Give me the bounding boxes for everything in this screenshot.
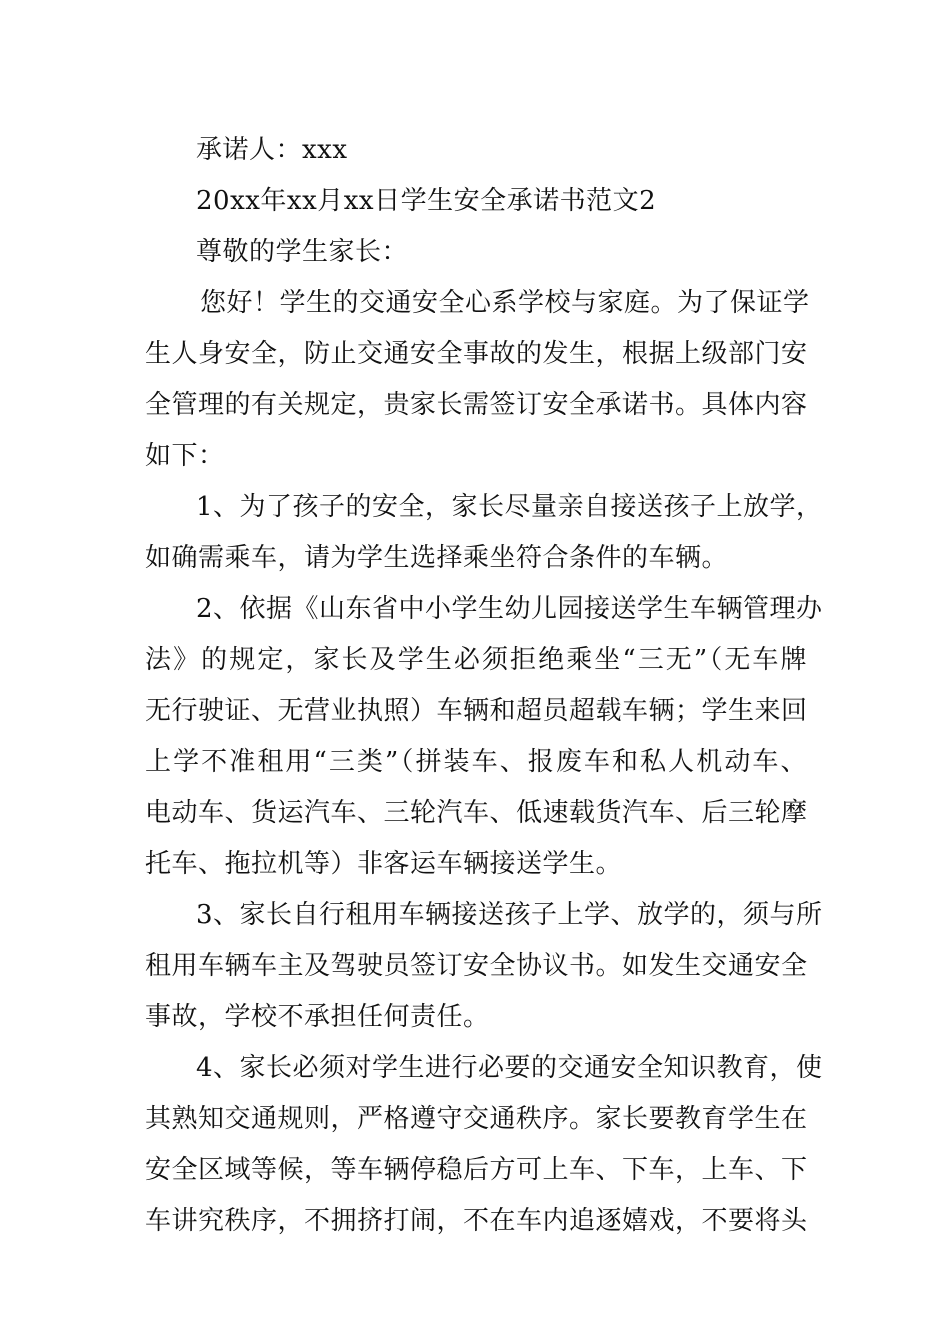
item2-line-6: 托车、拖拉机等）非客运车辆接送学生。 (145, 849, 623, 879)
item2-line-2: 法》的规定，家长及学生必须拒绝乘坐“三无”（无车牌 (145, 645, 807, 675)
intro-line-2: 生人身安全，防止交通安全事故的发生，根据上级部门安 (145, 339, 808, 369)
item4-line-4: 车讲究秩序，不拥挤打闹，不在车内追逐嬉戏，不要将头 (145, 1206, 808, 1236)
item4-line-3: 安全区域等候，等车辆停稳后方可上车、下车，上车、下 (145, 1155, 808, 1185)
item4-line-1: 4、家长必须对学生进行必要的交通安全知识教育，使 (196, 1053, 823, 1083)
item3-line-1: 3、家长自行租用车辆接送孩子上学、放学的，须与所 (196, 900, 823, 930)
intro-line-4: 如下： (145, 441, 225, 471)
intro-line-3: 全管理的有关规定，贵家长需签订安全承诺书。具体内容 (145, 390, 808, 420)
item2-line-3: 无行驶证、无营业执照）车辆和超员超载车辆；学生来回 (145, 696, 808, 726)
date-title-line: 20xx年xx月xx日学生安全承诺书范文2 (196, 186, 657, 216)
signer-line: 承诺人：xxx (196, 135, 348, 165)
salutation-line: 尊敬的学生家长： (196, 237, 409, 267)
item4-line-2: 其熟知交通规则，严格遵守交通秩序。家长要教育学生在 (145, 1104, 808, 1134)
item2-line-4: 上学不准租用“三类”（拼装车、报废车和私人机动车、 (145, 747, 807, 777)
item1-line-1: 1、为了孩子的安全，家长尽量亲自接送孩子上放学， (196, 492, 823, 522)
item3-line-2: 租用车辆车主及驾驶员签订安全协议书。如发生交通安全 (145, 951, 808, 981)
item2-line-1: 2、依据《山东省中小学生幼儿园接送学生车辆管理办 (196, 594, 823, 624)
intro-line-1: 您好！学生的交通安全心系学校与家庭。为了保证学 (200, 288, 810, 318)
item1-line-2: 如确需乘车，请为学生选择乘坐符合条件的车辆。 (145, 543, 729, 573)
item3-line-3: 事故，学校不承担任何责任。 (145, 1002, 490, 1032)
item2-line-5: 电动车、货运汽车、三轮汽车、低速载货汽车、后三轮摩 (145, 798, 808, 828)
